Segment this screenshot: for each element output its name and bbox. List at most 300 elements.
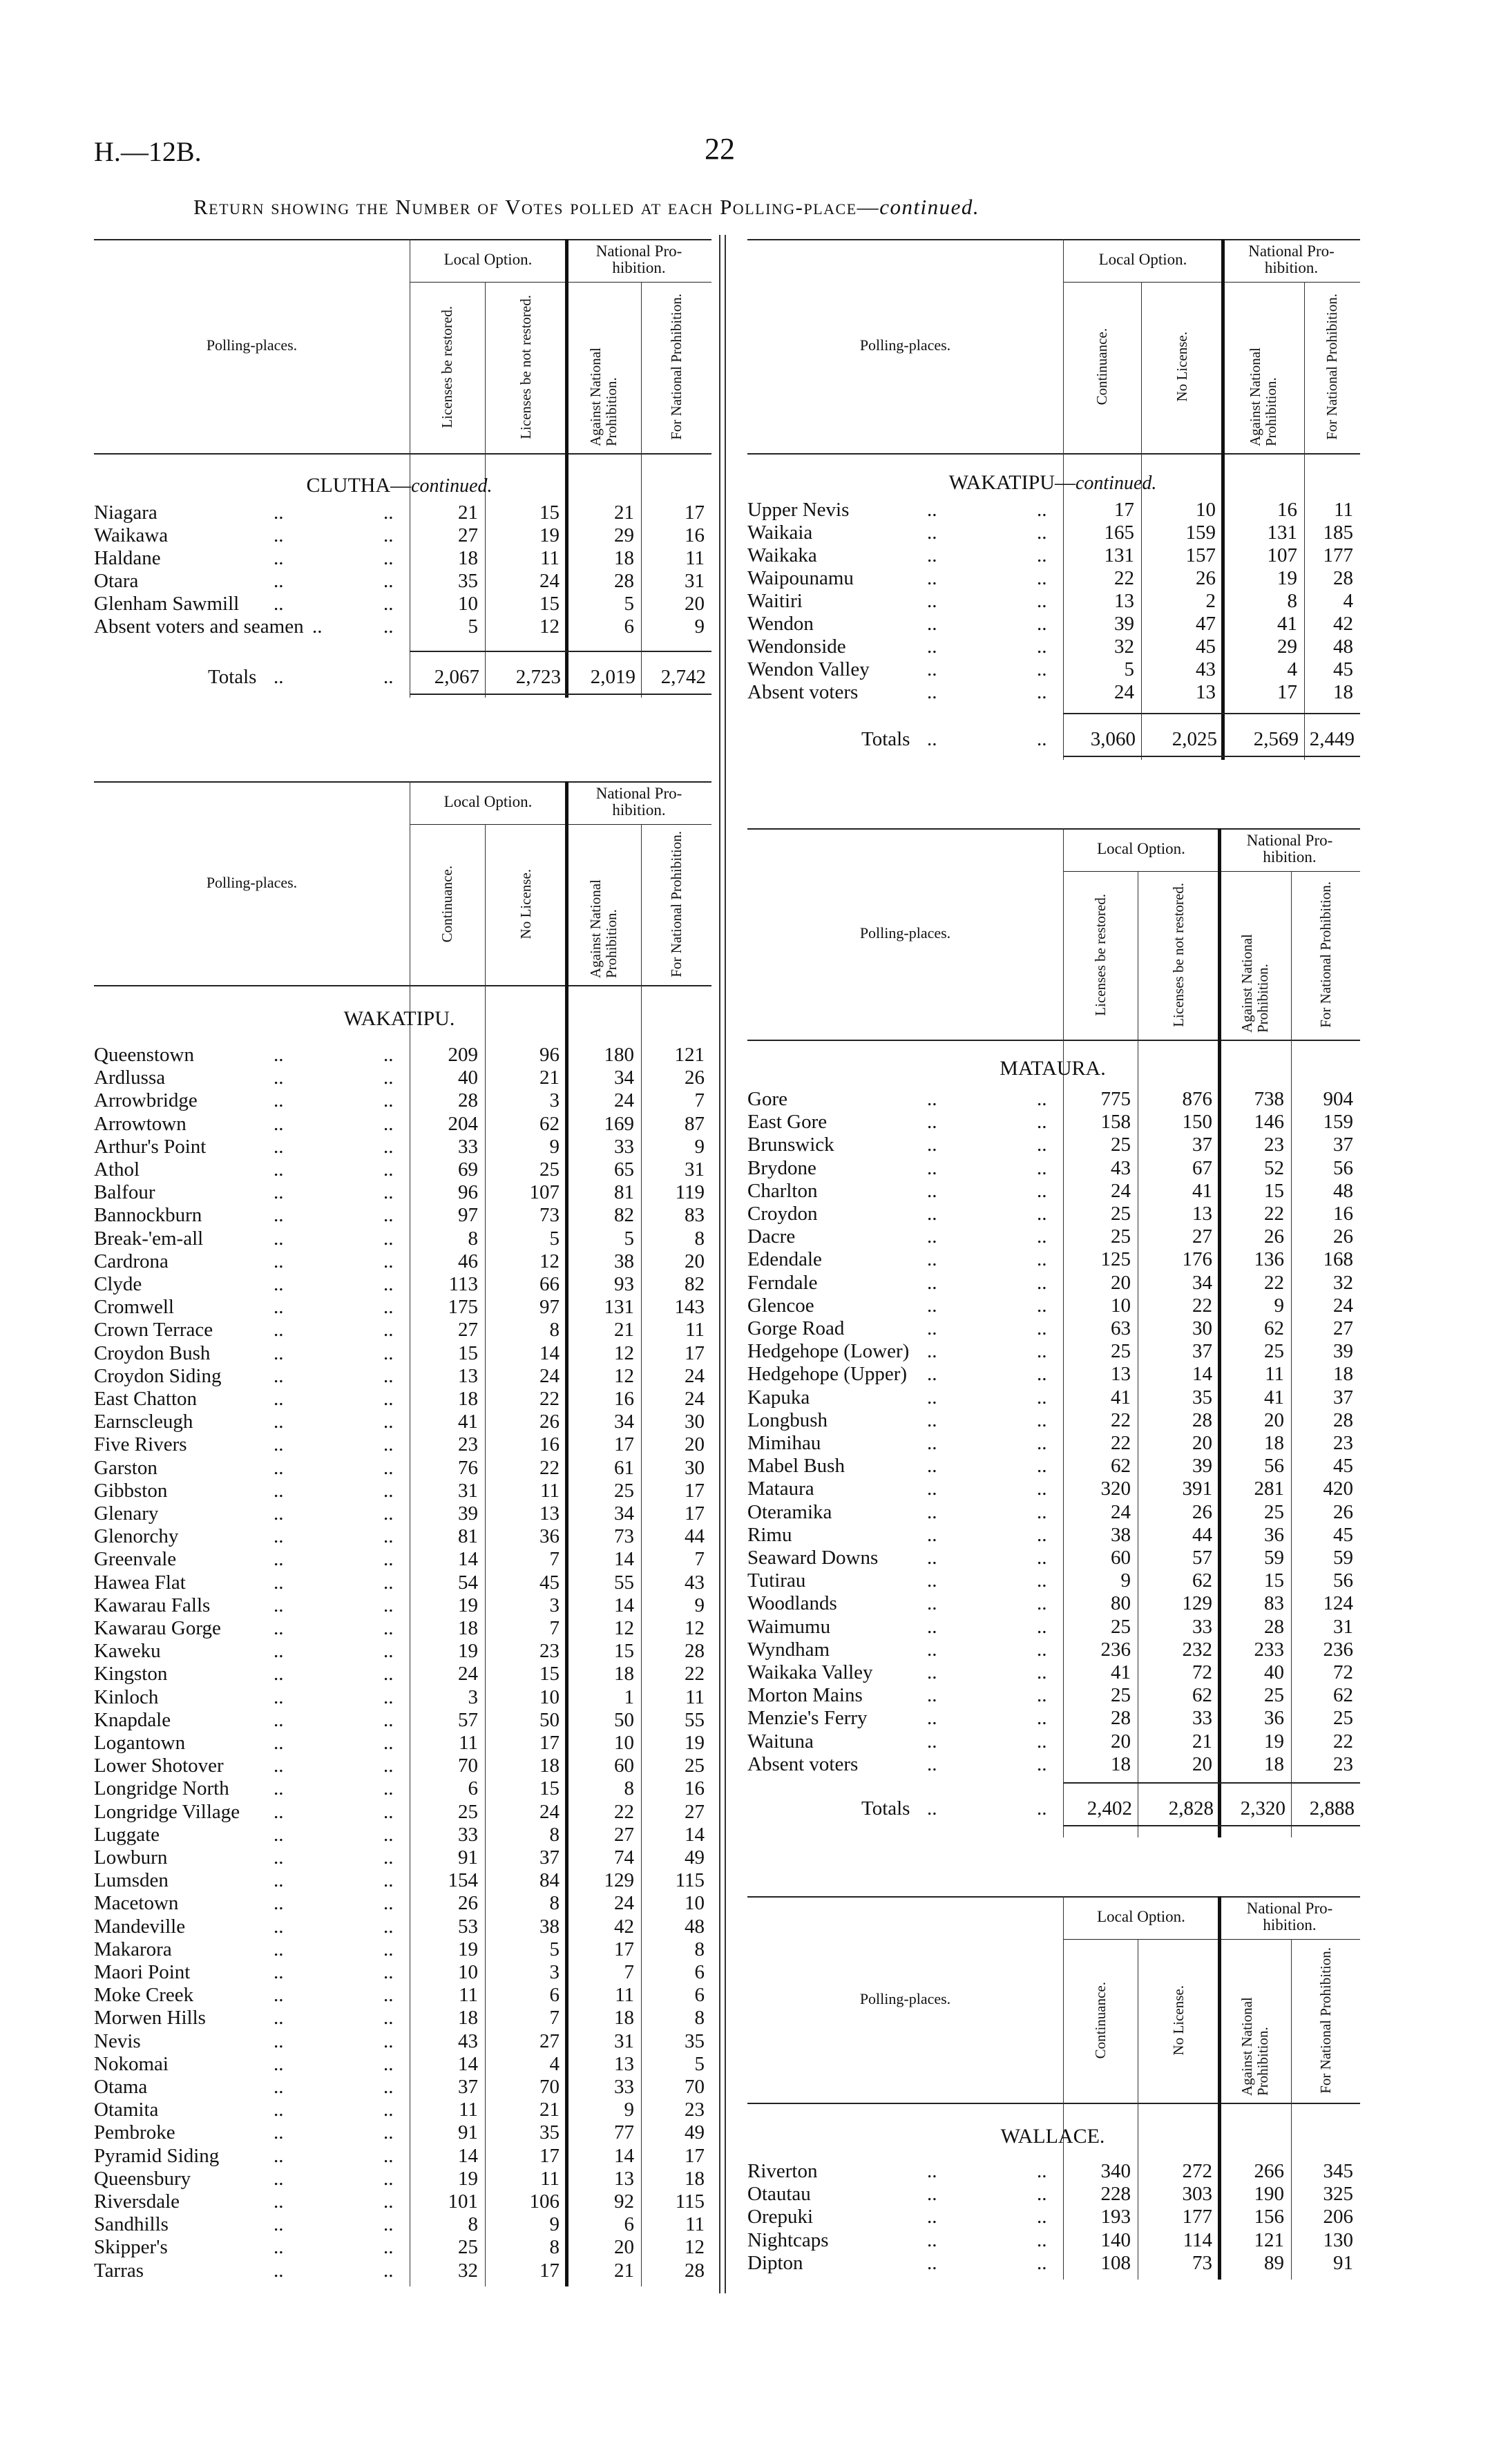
leader-dots: ..	[274, 1067, 284, 1089]
vote-count: 19	[1264, 1730, 1284, 1753]
vote-count: 159	[1185, 522, 1216, 544]
polling-place-name: Five Rivers	[94, 1433, 187, 1456]
vote-count: 266	[1254, 2160, 1284, 2182]
vote-count: 11	[459, 2099, 478, 2121]
polling-place-name: Ardlussa	[94, 1067, 166, 1089]
column-header	[566, 285, 641, 449]
vote-count: 5	[1124, 658, 1134, 680]
polling-place-name: Lowburn	[94, 1846, 168, 1869]
vote-count: 37	[1333, 1386, 1353, 1408]
leader-dots: ..	[383, 2167, 394, 2190]
vote-count: 129	[604, 1869, 634, 1892]
vote-count: 158	[1100, 1111, 1131, 1134]
leader-dots: ..	[383, 1364, 394, 1387]
leader-dots: ..	[383, 2236, 394, 2259]
vote-count: 22	[685, 1663, 705, 1685]
vote-count: 272	[1182, 2160, 1212, 2182]
vote-count: 24	[539, 570, 560, 592]
vote-count: 23	[1333, 1432, 1353, 1454]
polling-place-name: Niagara	[94, 502, 157, 524]
vote-count: 8	[549, 2236, 560, 2259]
vote-count: 43	[458, 2030, 478, 2052]
vote-count: 20	[1192, 1753, 1212, 1775]
vote-count: 73	[539, 1204, 560, 1227]
vote-count: 165	[1104, 522, 1134, 544]
polling-places-header: Polling-places.	[206, 873, 298, 891]
vote-count: 26	[1333, 1225, 1353, 1248]
leader-dots: ..	[274, 1617, 284, 1639]
leader-dots: ..	[383, 615, 394, 638]
polling-place-name: Lower Shotover	[94, 1755, 224, 1777]
document-reference: H.—12B.	[94, 136, 202, 167]
vote-count: 12	[539, 615, 560, 638]
vote-count: 14	[539, 1341, 560, 1364]
vote-count: 57	[458, 1708, 478, 1731]
leader-dots: ..	[274, 2190, 284, 2213]
leader-dots: ..	[274, 1846, 284, 1869]
vote-count: 16	[539, 1433, 560, 1456]
leader-dots: ..	[383, 593, 394, 615]
vote-count: 18	[1264, 1753, 1284, 1775]
vote-count: 34	[1192, 1271, 1212, 1294]
vote-count: 14	[614, 1594, 634, 1616]
leader-dots: ..	[383, 1411, 394, 1433]
local-option-header: Local Option.	[443, 251, 533, 268]
vote-count: 4	[549, 2052, 560, 2075]
vote-count: 24	[1111, 1179, 1131, 1202]
leader-dots: ..	[1037, 1271, 1047, 1294]
leader-dots: ..	[927, 2206, 937, 2228]
vote-count: 18	[458, 547, 478, 569]
leader-dots: ..	[383, 1617, 394, 1639]
polling-place-name: Hedgehope (Lower)	[747, 1340, 910, 1363]
vote-count: 56	[1333, 1156, 1353, 1179]
vote-count: 14	[614, 1548, 634, 1571]
leader-dots: ..	[274, 1502, 284, 1525]
vote-count: 14	[458, 1548, 478, 1571]
polling-place-name: Wendon	[747, 613, 814, 635]
vote-count: 27	[1192, 1225, 1212, 1248]
vote-count: 53	[458, 1915, 478, 1938]
vote-count: 303	[1182, 2183, 1212, 2206]
vote-count: 31	[685, 570, 705, 592]
vote-count: 37	[1192, 1134, 1212, 1156]
polling-place-name: Glencoe	[747, 1294, 814, 1317]
vote-count: 28	[685, 2259, 705, 2282]
vote-count: 20	[1111, 1730, 1131, 1753]
vote-count: 32	[1333, 1271, 1353, 1294]
leader-dots: ..	[927, 1478, 937, 1500]
leader-dots: ..	[274, 1755, 284, 1777]
vote-count: 6	[694, 1961, 705, 1983]
vote-count: 26	[1196, 567, 1216, 589]
polling-place-name: Longridge North	[94, 1777, 229, 1800]
leader-dots: ..	[274, 1548, 284, 1571]
leader-dots: ..	[927, 1500, 937, 1523]
vote-count: 8	[549, 1823, 560, 1846]
vote-count: 150	[1182, 1111, 1212, 1134]
vote-count: 41	[1111, 1386, 1131, 1408]
polling-place-name: Wendon Valley	[747, 658, 870, 680]
column-header-label: For National Prohibition.	[1323, 294, 1340, 440]
vote-count: 11	[540, 1479, 560, 1502]
leader-dots: ..	[1037, 1134, 1047, 1156]
polling-place-name: Dipton	[747, 2251, 803, 2274]
column-header	[1138, 874, 1219, 1035]
vote-count: 14	[614, 2144, 634, 2167]
column-header-label: Licenses be not restored.	[1169, 882, 1187, 1027]
vote-count: 11	[615, 1984, 634, 2007]
vote-count: 146	[1254, 1111, 1284, 1134]
column-header-label: For National Prohibition.	[1317, 1947, 1334, 2094]
section-suffix: continued.	[1075, 472, 1157, 494]
polling-place-name: Sandhills	[94, 2213, 169, 2236]
vote-count: 119	[675, 1181, 705, 1204]
leader-dots: ..	[383, 1755, 394, 1777]
leader-dots: ..	[383, 2190, 394, 2213]
vote-count: 45	[1196, 636, 1216, 658]
polling-place-name: Pyramid Siding	[94, 2144, 220, 2167]
leader-dots: ..	[383, 1984, 394, 2007]
leader-dots: ..	[274, 2236, 284, 2259]
polling-place-name: Menzie's Ferry	[747, 1707, 868, 1730]
vote-count: 7	[549, 1617, 560, 1639]
vote-count: 11	[685, 1685, 705, 1708]
polling-place-name: Mabel Bush	[747, 1455, 845, 1478]
polling-place-name: Waitiri	[747, 590, 803, 612]
vote-count: 28	[614, 570, 634, 592]
leader-dots: ..	[927, 1797, 937, 1820]
leader-dots: ..	[927, 1363, 937, 1386]
vote-count: 61	[614, 1456, 634, 1479]
vote-count: 41	[1277, 613, 1297, 635]
vote-count: 56	[1264, 1455, 1284, 1478]
vote-count: 24	[458, 1663, 478, 1685]
polling-place-name: Otamita	[94, 2099, 159, 2121]
column-header	[485, 285, 566, 449]
vote-count: 33	[614, 1135, 634, 1158]
vote-count: 25	[1333, 1707, 1353, 1730]
vote-count: 24	[539, 1800, 560, 1823]
polling-place-name: Dacre	[747, 1225, 796, 1248]
vote-count: 5	[549, 1938, 560, 1960]
leader-dots: ..	[927, 544, 937, 566]
vote-count: 209	[448, 1044, 478, 1066]
vote-count: 27	[539, 2030, 560, 2052]
vote-count: 82	[685, 1273, 705, 1295]
vote-count: 17	[685, 1479, 705, 1502]
vote-count: 16	[1333, 1203, 1353, 1225]
vote-count: 9	[1274, 1294, 1284, 1317]
vote-count: 345	[1323, 2160, 1353, 2182]
vote-count: 11	[685, 547, 705, 569]
vote-count: 22	[1192, 1294, 1212, 1317]
leader-dots: ..	[383, 1433, 394, 1456]
total-value: 2,067	[434, 666, 479, 688]
table-top-rule	[747, 239, 1360, 240]
polling-place-name: Riversdale	[94, 2190, 180, 2213]
vote-count: 39	[1114, 613, 1134, 635]
vote-count: 57	[1192, 1547, 1212, 1569]
vote-count: 23	[685, 2099, 705, 2121]
vote-count: 50	[614, 1708, 634, 1731]
vote-count: 47	[1196, 613, 1216, 635]
vote-count: 775	[1100, 1088, 1131, 1110]
vote-count: 190	[1254, 2183, 1284, 2206]
leader-dots: ..	[1037, 544, 1047, 566]
vote-count: 136	[1254, 1248, 1284, 1271]
vote-count: 18	[1264, 1432, 1284, 1454]
leader-dots: ..	[1037, 1478, 1047, 1500]
vote-count: 21	[614, 1319, 634, 1341]
vote-count: 13	[1114, 590, 1134, 612]
leader-dots: ..	[383, 1869, 394, 1892]
vote-count: 18	[539, 1755, 560, 1777]
leader-dots: ..	[927, 1455, 937, 1478]
vote-count: 55	[685, 1708, 705, 1731]
vote-count: 37	[1333, 1134, 1353, 1156]
vote-count: 83	[1264, 1592, 1284, 1615]
polling-place-name: Tutirau	[747, 1569, 806, 1592]
vote-count: 18	[614, 2007, 634, 2030]
leader-dots: ..	[383, 1525, 394, 1548]
leader-dots: ..	[927, 1179, 937, 1202]
leader-dots: ..	[274, 1135, 284, 1158]
vote-count: 43	[685, 1571, 705, 1594]
leader-dots: ..	[927, 1592, 937, 1615]
polling-place-name: Hedgehope (Upper)	[747, 1363, 908, 1386]
polling-place-name: Haldane	[94, 547, 161, 569]
vote-count: 15	[1264, 1569, 1284, 1592]
vote-count: 44	[685, 1525, 705, 1548]
leader-dots: ..	[383, 502, 394, 524]
vote-count: 22	[1111, 1408, 1131, 1431]
vote-count: 6	[624, 615, 634, 638]
leader-dots: ..	[274, 1777, 284, 1800]
vote-count: 156	[1254, 2206, 1284, 2228]
vote-count: 27	[1333, 1317, 1353, 1339]
vote-count: 124	[1323, 1592, 1353, 1615]
leader-dots: ..	[274, 2121, 284, 2144]
polling-place-name: Waipounamu	[747, 567, 854, 589]
polling-place-name: Absent voters	[747, 681, 859, 703]
leader-dots: ..	[383, 1708, 394, 1731]
vote-count: 24	[539, 1364, 560, 1387]
leader-dots: ..	[927, 1408, 937, 1431]
polling-place-name: Waikaka	[747, 544, 817, 566]
polling-place-name: Maori Point	[94, 1961, 191, 1983]
polling-places-header: Polling-places.	[859, 1989, 951, 2007]
vote-count: 48	[1333, 636, 1353, 658]
leader-dots: ..	[383, 2259, 394, 2282]
vote-count: 3	[549, 1961, 560, 1983]
leader-dots: ..	[383, 1571, 394, 1594]
vote-count: 175	[448, 1296, 478, 1319]
leader-dots: ..	[1037, 1432, 1047, 1454]
leader-dots: ..	[383, 1663, 394, 1685]
column-header	[1291, 1942, 1360, 2099]
leader-dots: ..	[383, 1777, 394, 1800]
polling-place-name: Nightcaps	[747, 2228, 829, 2251]
vote-count: 22	[1111, 1432, 1131, 1454]
vote-count: 31	[1333, 1615, 1353, 1638]
leader-dots: ..	[927, 681, 937, 703]
vote-count: 62	[1192, 1569, 1212, 1592]
polling-place-name: Gibbston	[94, 1479, 168, 1502]
leader-dots: ..	[274, 2259, 284, 2282]
vote-count: 281	[1254, 1478, 1284, 1500]
vote-count: 43	[1111, 1156, 1131, 1179]
leader-dots: ..	[383, 2144, 394, 2167]
leader-dots: ..	[274, 2052, 284, 2075]
table-header-bottom-rule	[94, 985, 711, 986]
vote-count: 15	[458, 1341, 478, 1364]
vote-count: 25	[1264, 1500, 1284, 1523]
vote-count: 97	[539, 1296, 560, 1319]
vote-count: 236	[1323, 1638, 1353, 1661]
totals-top-rule	[1063, 713, 1360, 714]
vote-count: 60	[1111, 1547, 1131, 1569]
vote-count: 29	[1277, 636, 1297, 658]
totals-top-rule	[1063, 1782, 1360, 1784]
vote-count: 11	[459, 1732, 478, 1754]
polling-place-name: Knapdale	[94, 1708, 171, 1731]
column-header-label: Against National Prohibition.	[587, 347, 620, 446]
vote-count: 30	[685, 1456, 705, 1479]
vote-count: 89	[1264, 2251, 1284, 2274]
vote-count: 20	[685, 1250, 705, 1272]
leader-dots: ..	[927, 1248, 937, 1271]
section-title	[949, 471, 1157, 495]
total-value: 2,320	[1240, 1797, 1285, 1820]
vote-count: 11	[459, 1984, 478, 2007]
vote-count: 10	[614, 1732, 634, 1754]
local-option-header: Local Option.	[443, 793, 533, 810]
leader-dots: ..	[1037, 1179, 1047, 1202]
leader-dots: ..	[1037, 2228, 1047, 2251]
leader-dots: ..	[1037, 1592, 1047, 1615]
vote-count: 1	[624, 1685, 634, 1708]
vote-count: 6	[624, 2213, 634, 2236]
leader-dots: ..	[927, 658, 937, 680]
vote-count: 15	[539, 502, 560, 524]
polling-place-name: Arrowbridge	[94, 1089, 198, 1112]
leader-dots: ..	[1037, 590, 1047, 612]
polling-place-name: Tarras	[94, 2259, 144, 2282]
leader-dots: ..	[1037, 1547, 1047, 1569]
leader-dots: ..	[927, 1294, 937, 1317]
vote-count: 10	[1111, 1294, 1131, 1317]
total-value: 3,060	[1090, 728, 1136, 750]
leader-dots: ..	[274, 2076, 284, 2098]
vote-count: 16	[685, 524, 705, 546]
polling-place-name: Otara	[94, 570, 139, 592]
vote-count: 17	[1114, 499, 1134, 521]
total-value: 2,723	[515, 666, 561, 688]
vote-count: 38	[1111, 1523, 1131, 1546]
polling-place-name: Croydon Siding	[94, 1364, 222, 1387]
vote-count: 24	[1114, 681, 1134, 703]
vote-count: 18	[614, 1663, 634, 1685]
leader-dots: ..	[927, 1225, 937, 1248]
vote-count: 154	[448, 1869, 478, 1892]
vote-count: 9	[694, 1594, 705, 1616]
leader-dots: ..	[274, 1594, 284, 1616]
polling-place-name: Woodlands	[747, 1592, 837, 1615]
polling-place-name: Edendale	[747, 1248, 822, 1271]
polling-place-name: Waikaka Valley	[747, 1661, 873, 1683]
vote-count: 17	[539, 1732, 560, 1754]
leader-dots: ..	[927, 1088, 937, 1110]
vote-count: 28	[685, 1640, 705, 1663]
vote-count: 11	[540, 547, 560, 569]
polling-place-name: Arrowtown	[94, 1112, 187, 1135]
vote-count: 21	[539, 1067, 560, 1089]
leader-dots: ..	[1037, 1569, 1047, 1592]
table-top-rule	[747, 1896, 1360, 1898]
leader-dots: ..	[274, 2213, 284, 2236]
leader-dots: ..	[1037, 1248, 1047, 1271]
leader-dots: ..	[927, 1523, 937, 1546]
polling-place-name: Gorge Road	[747, 1317, 845, 1339]
column-header	[1141, 285, 1223, 449]
vote-count: 904	[1323, 1088, 1353, 1110]
vote-count: 35	[539, 2121, 560, 2144]
polling-place-name: Oteramika	[747, 1500, 832, 1523]
vote-count: 17	[539, 2144, 560, 2167]
leader-dots: ..	[274, 1663, 284, 1685]
leader-dots: ..	[383, 1388, 394, 1410]
column-header	[641, 827, 711, 981]
polling-place-name: Longbush	[747, 1408, 828, 1431]
vote-count: 19	[539, 524, 560, 546]
polling-place-name: Glenorchy	[94, 1525, 179, 1548]
vote-count: 83	[685, 1204, 705, 1227]
vote-count: 56	[1333, 1569, 1353, 1592]
national-prohibition-header	[566, 785, 711, 819]
vote-count: 7	[694, 1548, 705, 1571]
polling-place-name: East Chatton	[94, 1388, 198, 1410]
leader-dots: ..	[383, 1044, 394, 1066]
vote-count: 25	[458, 2236, 478, 2259]
vote-count: 115	[675, 1869, 705, 1892]
vote-count: 8	[549, 1319, 560, 1341]
vote-count: 37	[1192, 1340, 1212, 1363]
leader-dots: ..	[1037, 2206, 1047, 2228]
vote-count: 8	[468, 2213, 478, 2236]
vote-count: 18	[1111, 1753, 1131, 1775]
leader-dots: ..	[383, 1296, 394, 1319]
vote-count: 45	[1333, 1523, 1353, 1546]
vote-count: 168	[1323, 1248, 1353, 1271]
vote-count: 93	[614, 1273, 634, 1295]
national-prohibition-header-line: National Pro-	[1248, 242, 1335, 260]
vote-count: 27	[685, 1800, 705, 1823]
vote-count: 42	[1333, 613, 1353, 635]
vote-count: 15	[614, 1640, 634, 1663]
leader-dots: ..	[383, 570, 394, 592]
leader-dots: ..	[927, 1432, 937, 1454]
vote-count: 8	[468, 1227, 478, 1250]
vote-count: 35	[685, 2030, 705, 2052]
polling-place-name: Mataura	[747, 1478, 814, 1500]
polling-place-name: Break-'em-all	[94, 1227, 204, 1250]
vote-count: 45	[1333, 658, 1353, 680]
leader-dots: ..	[274, 1525, 284, 1548]
leader-dots: ..	[927, 2228, 937, 2251]
total-value: 2,449	[1309, 728, 1355, 750]
polling-place-name: Kawarau Falls	[94, 1594, 211, 1616]
